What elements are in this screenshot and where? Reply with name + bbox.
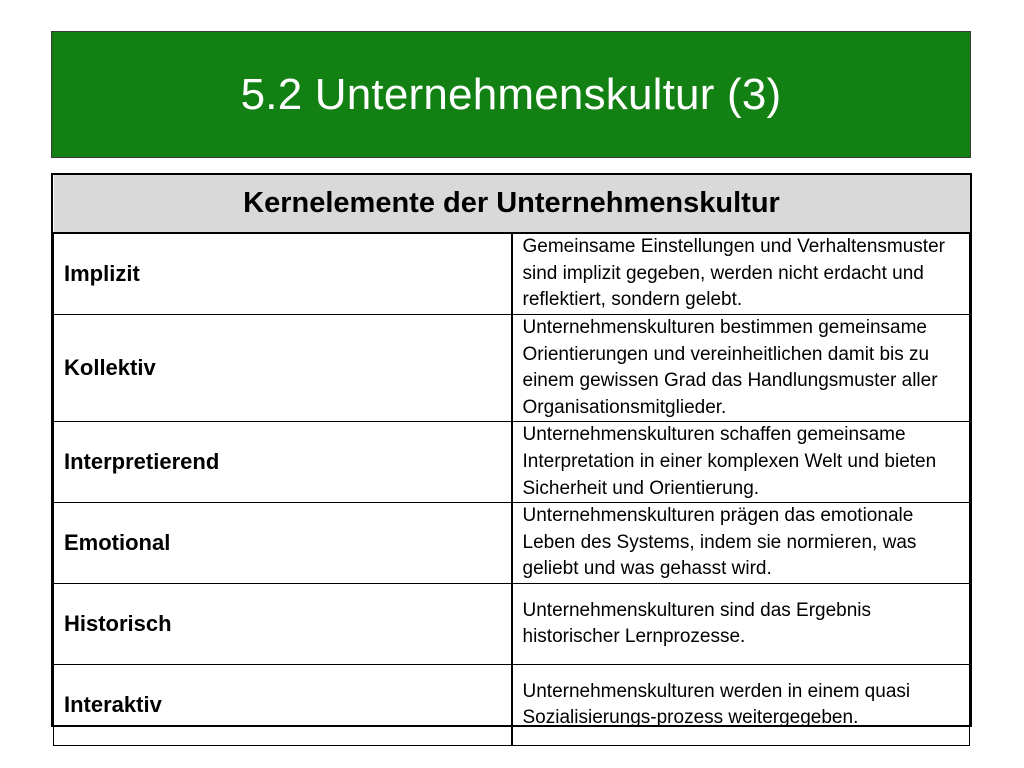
description-cell: Gemeinsame Einstellungen und Verhaltensmuster sind implizit gegeben, werden nicht erdacht und reflektiert, sondern gelebt. bbox=[512, 233, 970, 315]
description-cell: Unternehmenskulturen bestimmen gemeinsame Orientierungen und vereinheitlichen damit bis zu einem gewissen Grad das Handlungsmuster aller Organisationsmitglieder. bbox=[512, 315, 970, 422]
table-row bbox=[54, 422, 970, 503]
slide-title: 5.2 Unternehmenskultur (3) bbox=[240, 69, 782, 119]
description-cell: Unternehmenskulturen sind das Ergebnis historischer Lernprozesse. bbox=[512, 584, 970, 665]
table-row bbox=[54, 315, 970, 422]
table-row bbox=[54, 665, 970, 746]
table-row bbox=[54, 503, 970, 584]
term-cell: Implizit bbox=[54, 233, 512, 315]
description-cell: Unternehmenskulturen schaffen gemeinsame Interpretation in einer komplexen Welt und bieten Sicherheit und Orientierung. bbox=[512, 422, 970, 503]
term-cell: Interaktiv bbox=[54, 665, 512, 746]
table-header: Kernelemente der Unternehmenskultur bbox=[54, 175, 970, 233]
term-cell: Emotional bbox=[54, 503, 512, 584]
term-cell: Kollektiv bbox=[54, 315, 512, 422]
title-banner bbox=[51, 31, 971, 158]
description-cell: Unternehmenskulturen werden in einem quasi Sozialisierungs-prozess weitergegeben. bbox=[512, 665, 970, 746]
table-row bbox=[54, 233, 970, 315]
term-cell: Historisch bbox=[54, 584, 512, 665]
table-row bbox=[54, 584, 970, 665]
table bbox=[53, 175, 970, 746]
term-cell: Interpretierend bbox=[54, 422, 512, 503]
kernelemente-table bbox=[51, 173, 972, 727]
description-cell: Unternehmenskulturen prägen das emotionale Leben des Systems, indem sie normieren, was geliebt und was gehasst wird. bbox=[512, 503, 970, 584]
